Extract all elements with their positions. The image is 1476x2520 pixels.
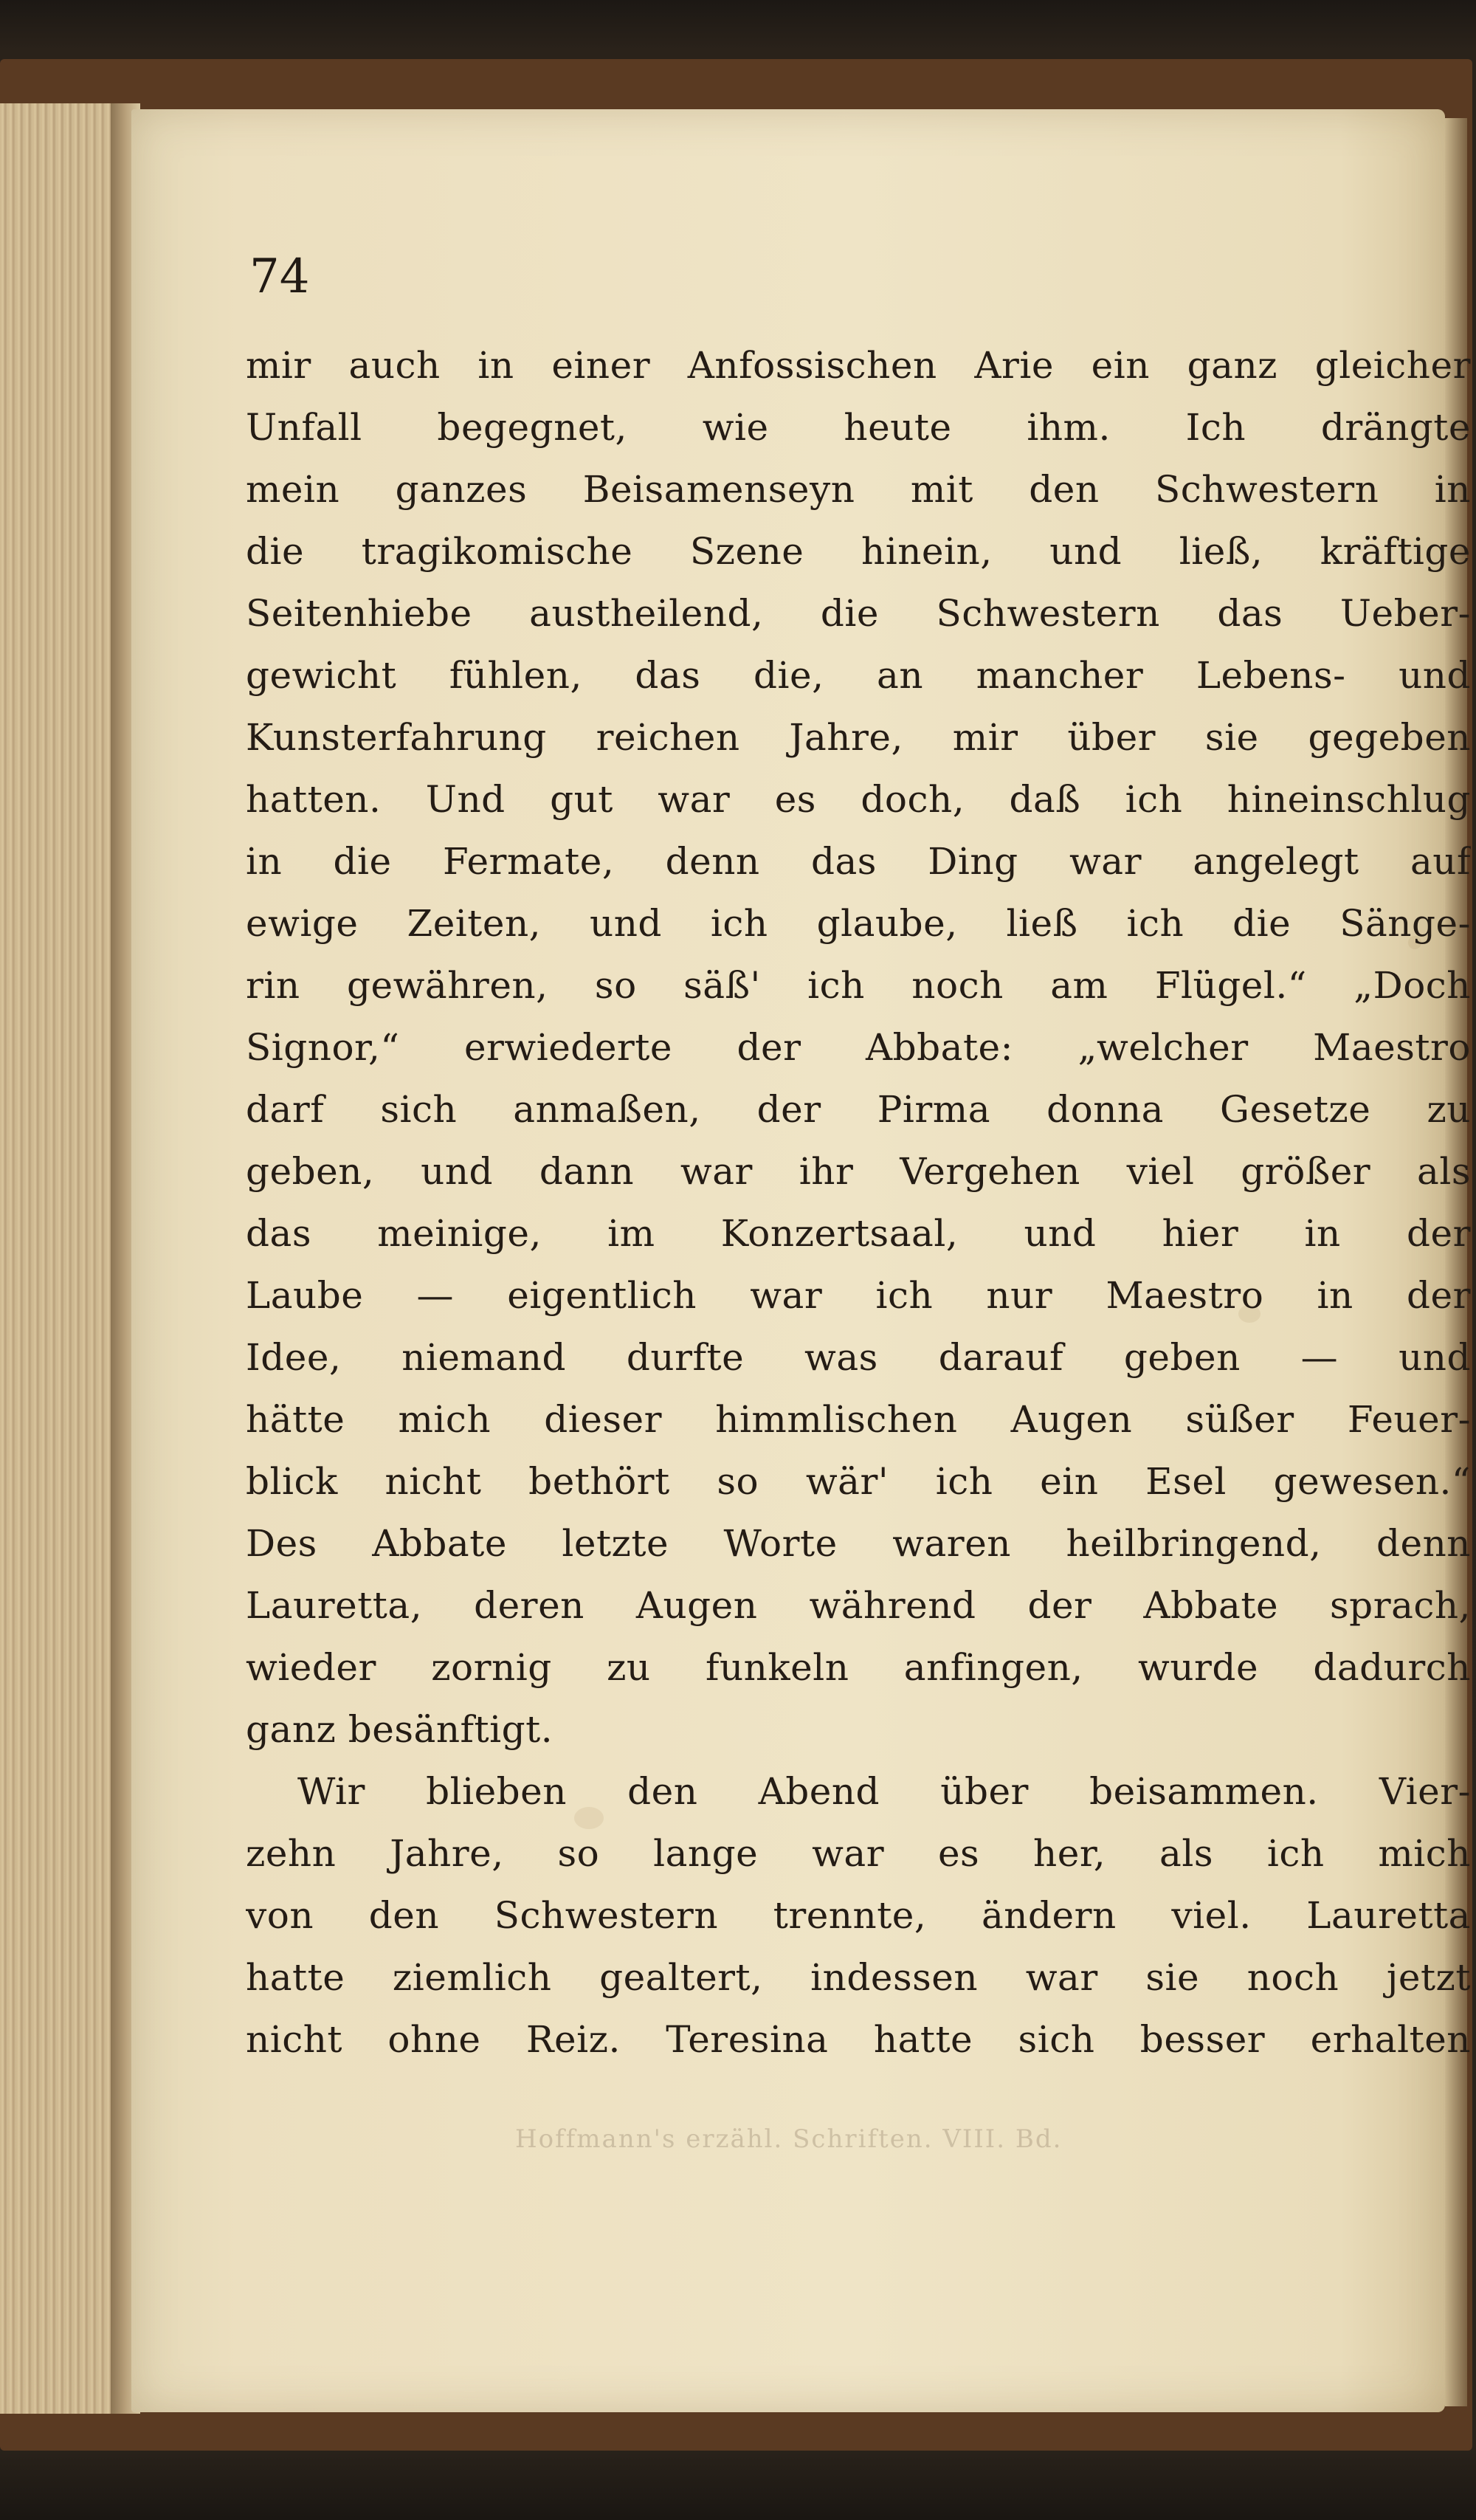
left-page-stack <box>0 103 129 2414</box>
faint-signature-mark: Hoffmann's erzähl. Schriften. VIII. Bd. <box>515 2124 1063 2154</box>
text-line: nicht ohne Reiz. Teresina hatte sich besser erhalten <box>246 2018 1471 2061</box>
text-line: rin gewähren, so säß' ich noch am Flügel.“ „Doch <box>246 964 1471 1007</box>
text-line: das meinige, im Konzertsaal, und hier in der <box>246 1212 1471 1255</box>
page-number: 74 <box>249 249 310 304</box>
text-line: Laube — eigentlich war ich nur Maestro in der <box>246 1274 1471 1317</box>
text-line: die tragikomische Szene hinein, und ließ, kräftige <box>246 530 1471 573</box>
text-line: Signor,“ erwiederte der Abbate: „welcher Maestro <box>246 1026 1471 1069</box>
text-line: hätte mich dieser himmlischen Augen süßer Feuer- <box>246 1398 1471 1441</box>
text-line: von den Schwestern trennte, ändern viel. Lauretta <box>246 1894 1471 1937</box>
text-line: hatte ziemlich gealtert, indessen war sie noch jetzt <box>246 1956 1471 1999</box>
text-line: Idee, niemand durfte was darauf geben — und <box>246 1336 1471 1379</box>
text-line: geben, und dann war ihr Vergehen viel größer als <box>246 1150 1471 1193</box>
text-line: Lauretta, deren Augen während der Abbate sprach, <box>246 1584 1471 1627</box>
text-line: gewicht fühlen, das die, an mancher Lebens- und <box>246 654 1471 697</box>
book-page <box>131 109 1471 2412</box>
text-line: Kunsterfahrung reichen Jahre, mir über sie gegeben <box>246 716 1471 759</box>
text-line: Wir blieben den Abend über beisammen. Vier- <box>297 1770 1471 1813</box>
text-line: ewige Zeiten, und ich glaube, ließ ich die Sänge- <box>246 902 1471 945</box>
text-line: ganz besänftigt. <box>246 1708 554 1751</box>
text-line: zehn Jahre, so lange war es her, als ich mich <box>246 1832 1471 1875</box>
text-line: mir auch in einer Anfossischen Arie ein ganz gleicher <box>246 344 1471 387</box>
text-line: mein ganzes Beisamenseyn mit den Schwestern in <box>246 468 1471 511</box>
body-text <box>246 334 1471 2070</box>
text-line: Seitenhiebe austheilend, die Schwestern das Ueber- <box>246 592 1471 635</box>
text-line: hatten. Und gut war es doch, daß ich hineinschlug <box>246 778 1471 821</box>
text-line: Unfall begegnet, wie heute ihm. Ich drängte <box>246 406 1471 449</box>
text-line: darf sich anmaßen, der Pirma donna Gesetze zu <box>246 1088 1471 1131</box>
text-line: in die Fermate, denn das Ding war angelegt auf <box>246 840 1471 883</box>
text-line: Des Abbate letzte Worte waren heilbringend, denn <box>246 1522 1471 1565</box>
text-line: wieder zornig zu funkeln anfingen, wurde dadurch <box>246 1646 1471 1689</box>
text-line: blick nicht bethört so wär' ich ein Esel gewesen.“ <box>246 1460 1471 1503</box>
